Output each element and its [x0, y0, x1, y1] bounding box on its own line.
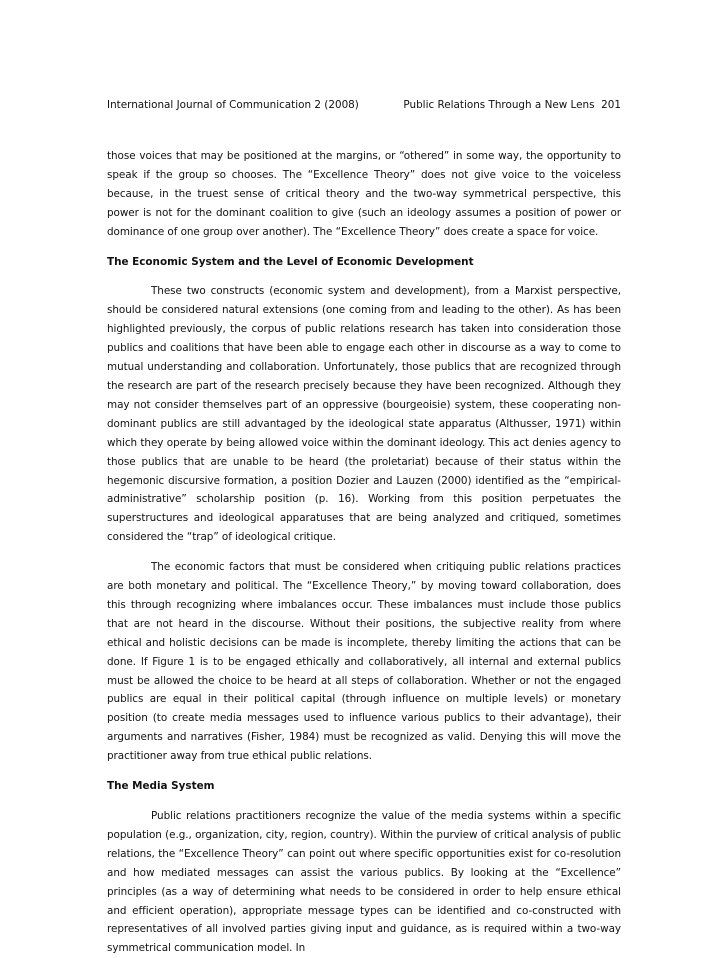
paragraph-economic-2: The economic factors that must be considered when critiquing public relations practices are both monetary and political. The “Excellence Theory,” by moving toward collaboration, does this through recognizing where imbalances occur. These imbalances must include those publics that are not heard in the discourse. Without their positions, the subjective reality from where ethical and holistic decisions can be made is incomplete, thereby limiting the actions that can be done. If Figure 1 is to be engaged ethically and collaboratively, all internal and external publics must be allowed the choice to be heard at all steps of collaboration. Whether or not the engaged publics are equal in their political capital (through influence on multiple levels) or monetary position (to create media messages used to influence various publics to their advantage), their arguments and narratives (Fisher, 1984) must be recognized as valid. Denying this will move the practitioner away from true ethical public relations. — [107, 561, 621, 763]
running-header — [107, 98, 621, 112]
paragraph-intro: those voices that may be positioned at the margins, or “othered” in some way, the opportunity to speak if the group so chooses. The “Excellence Theory” does not give voice to the voiceless because, in the truest sense of critical theory and the two-way symmetrical perspective, this power is not for the dominant coalition to give (such an ideology assumes a position of power or dominance of one group over another). The “Excellence Theory” does create a space for voice. — [107, 150, 621, 238]
paragraph-media-1: Public relations practitioners recognize the value of the media systems within a specific population (e.g., organization, city, region, country). Within the purview of critical analysis of public relations, the “Excellence Theory” can point out where specific opportunities exist for co-resolution and how mediated messages can assist the various publics. By looking at the “Excellence” principles (as a way of determining what needs to be considered in order to help ensure ethical and efficient operation), appropriate message types can be identified and co-constructed with representatives of all involved parties giving input and guidance, as is required within a two-way symmetrical communication model. In — [107, 810, 621, 955]
page-number: 201 — [601, 99, 621, 111]
journal-citation: International Journal of Communication 2 (2008) — [107, 99, 359, 111]
section-heading-economic: The Economic System and the Level of Economic Development — [107, 255, 474, 268]
paragraph-economic-1: These two constructs (economic system and development), from a Marxist perspective, should be considered natural extensions (one coming from and leading to the other). As has been highlighted previously, the corpus of public relations research has taken into consideration those publics and coalitions that have been able to engage each other in discourse as a way to come to mutual understanding and collaboration. Unfortunately, those publics that are recognized through the research are part of the research precisely because they have been recognized. Although they may not consider themselves part of an oppressive (bourgeoisie) system, these cooperating non-dominant publics are still advantaged by the ideological state apparatus (Althusser, 1971) within which they operate by being allowed voice within the dominant ideology. This act denies agency to those publics that are unable to be heard (the proletariat) because of their status within the hegemonic discursive formation, a position Dozier and Lauzen (2000) identified as the “empirical-administrative” scholarship position (p. 16). Working from this position perpetuates the superstructures and ideological apparatuses that are being analyzed and critiqued, sometimes considered the “trap” of ideological critique. — [107, 285, 621, 544]
running-title-group — [403, 98, 621, 112]
running-title: Public Relations Through a New Lens — [403, 99, 595, 111]
journal-page — [107, 98, 621, 958]
article-body — [107, 147, 621, 958]
section-heading-media: The Media System — [107, 780, 215, 793]
